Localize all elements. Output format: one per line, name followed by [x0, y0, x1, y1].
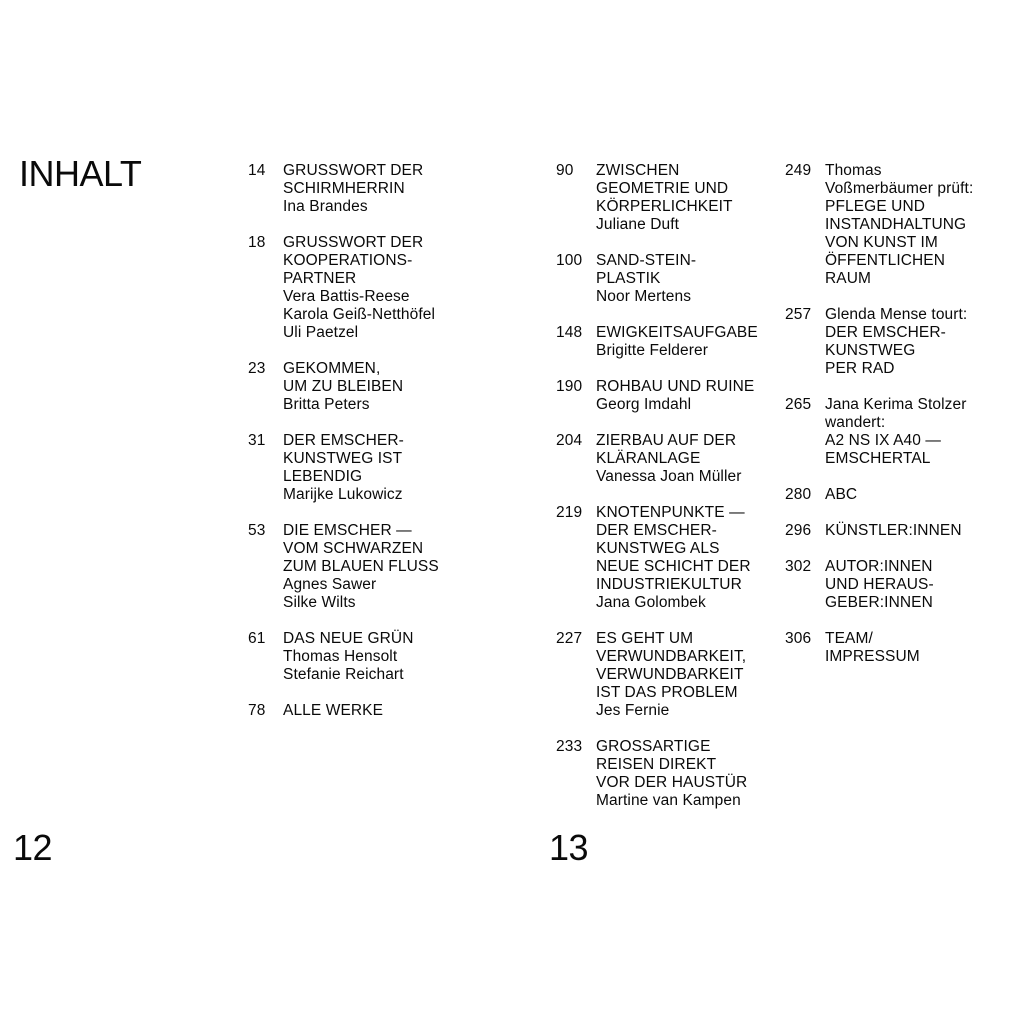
entry-line: VOR DER HAUSTÜR [596, 774, 748, 791]
toc-entry [785, 306, 973, 378]
entry-page-number: 296 [785, 522, 812, 539]
entry-line: Juliane Duft [596, 216, 680, 233]
entry-line: KNOTENPUNKTE — [596, 504, 745, 521]
entry-text [825, 162, 973, 288]
entry-line: Noor Mertens [596, 288, 692, 305]
entry-text [283, 360, 403, 414]
toc-column [248, 162, 439, 738]
page-number-right: 13 [549, 827, 589, 868]
entry-line: ÖFFENTLICHEN [825, 252, 946, 269]
entry-line: KOOPERATIONS- [283, 252, 413, 269]
entry-page-number: 257 [785, 306, 812, 323]
entry-line: DAS NEUE GRÜN [283, 630, 414, 647]
entry-page-number: 100 [556, 252, 583, 269]
entry-text [283, 234, 435, 342]
toc-entry [556, 432, 758, 486]
toc-entry [248, 162, 439, 216]
entry-line: Uli Paetzel [283, 324, 359, 341]
entry-text [825, 486, 857, 504]
entry-line: KÜNSTLER:INNEN [825, 522, 962, 539]
entry-line: ES GEHT UM [596, 630, 694, 647]
entry-line: GEOMETRIE UND [596, 180, 729, 197]
entry-line: VERWUNDBARKEIT [596, 666, 744, 683]
page-title: INHALT [19, 153, 142, 194]
entry-page-number: 306 [785, 630, 812, 647]
entry-line: Jana Golombek [596, 594, 706, 611]
entry-line: Glenda Mense tourt: [825, 306, 968, 323]
entry-line: INSTANDHALTUNG [825, 216, 967, 233]
entry-text [596, 630, 746, 720]
toc-entry [556, 252, 758, 306]
entry-line: KUNSTWEG ALS [596, 540, 720, 557]
page-number-left: 12 [13, 827, 53, 868]
entry-page-number: 31 [248, 432, 266, 449]
entry-line: VON KUNST IM [825, 234, 938, 251]
entry-line: ALLE WERKE [283, 702, 384, 719]
entry-page-number: 23 [248, 360, 266, 377]
entry-line: SAND-STEIN- [596, 252, 697, 269]
entry-page-number: 148 [556, 324, 583, 341]
entry-line: A2 NS IX A40 — [825, 432, 941, 449]
entry-page-number: 190 [556, 378, 583, 395]
entry-line: UND HERAUS- [825, 576, 934, 593]
entry-text [825, 396, 966, 468]
entry-line: PARTNER [283, 270, 357, 287]
entry-line: VOM SCHWARZEN [283, 540, 424, 557]
entry-text [596, 738, 747, 810]
entry-line: PER RAD [825, 360, 895, 377]
entry-page-number: 302 [785, 558, 812, 575]
toc-entry [785, 522, 973, 540]
toc-entry [785, 162, 973, 288]
entry-line: PLASTIK [596, 270, 661, 287]
entry-page-number: 14 [248, 162, 266, 179]
entry-text [596, 504, 751, 612]
entry-line: Karola Geiß-Netthöfel [283, 306, 435, 323]
entry-line: Thomas [825, 162, 882, 179]
toc-entry [248, 630, 439, 684]
entry-line: ZWISCHEN [596, 162, 680, 179]
entry-line: GEKOMMEN, [283, 360, 381, 377]
entry-line: Brigitte Felderer [596, 342, 708, 359]
entry-line: Jana Kerima Stolzer [825, 396, 967, 413]
entry-line: Silke Wilts [283, 594, 356, 611]
entry-line: Britta Peters [283, 396, 370, 413]
entry-text [596, 162, 733, 234]
entry-line: NEUE SCHICHT DER [596, 558, 751, 575]
entry-line: GROSSARTIGE [596, 738, 711, 755]
entry-page-number: 227 [556, 630, 583, 647]
entry-line: Georg Imdahl [596, 396, 692, 413]
entry-text [596, 324, 758, 360]
entry-line: Marijke Lukowicz [283, 486, 403, 503]
entry-line: Ina Brandes [283, 198, 368, 215]
entry-line: IMPRESSUM [825, 648, 920, 665]
entry-page-number: 18 [248, 234, 266, 251]
entry-line: KUNSTWEG [825, 342, 916, 359]
entry-line: GEBER:INNEN [825, 594, 933, 611]
entry-line: PFLEGE UND [825, 198, 926, 215]
toc-entry [248, 360, 439, 414]
entry-line: EMSCHERTAL [825, 450, 931, 467]
entry-line: AUTOR:INNEN [825, 558, 933, 575]
entry-line: GRUSSWORT DER [283, 162, 424, 179]
toc-entry [785, 630, 973, 666]
entry-page-number: 53 [248, 522, 266, 539]
toc-entry [785, 558, 973, 612]
entry-line: ROHBAU UND RUINE [596, 378, 755, 395]
entry-line: Vanessa Joan Müller [596, 468, 742, 485]
entry-line: Agnes Sawer [283, 576, 377, 593]
entry-line: VERWUNDBARKEIT, [596, 648, 747, 665]
entry-text [596, 378, 754, 414]
toc-entry [248, 432, 439, 504]
entry-text [596, 432, 742, 486]
entry-line: IST DAS PROBLEM [596, 684, 738, 701]
toc-entry [556, 630, 758, 720]
toc-column [556, 162, 758, 828]
entry-line: Stefanie Reichart [283, 666, 404, 683]
entry-line: ZIERBAU AUF DER [596, 432, 737, 449]
entry-line: Vera Battis-Reese [283, 288, 410, 305]
entry-page-number: 219 [556, 504, 583, 521]
entry-line: GRUSSWORT DER [283, 234, 424, 251]
entry-line: Voßmerbäumer prüft: [825, 180, 974, 197]
entry-line: Jes Fernie [596, 702, 670, 719]
entry-line: REISEN DIREKT [596, 756, 717, 773]
entry-line: wandert: [825, 414, 886, 431]
toc-entry [248, 234, 439, 342]
toc-entry [556, 162, 758, 234]
entry-line: Martine van Kampen [596, 792, 741, 809]
toc-entry [556, 378, 758, 414]
entry-line: DER EMSCHER- [596, 522, 717, 539]
entry-line: KLÄRANLAGE [596, 450, 701, 467]
toc-column [785, 162, 973, 684]
entry-line: KUNSTWEG IST [283, 450, 403, 467]
entry-line: SCHIRMHERRIN [283, 180, 405, 197]
entry-page-number: 280 [785, 486, 812, 503]
entry-text [283, 432, 404, 504]
toc-entry [556, 504, 758, 612]
entry-text [825, 306, 967, 378]
entry-page-number: 90 [556, 162, 574, 179]
entry-line: ZUM BLAUEN FLUSS [283, 558, 439, 575]
entry-text [825, 558, 934, 612]
toc-entry [248, 522, 439, 612]
entry-line: LEBENDIG [283, 468, 363, 485]
entry-line: UM ZU BLEIBEN [283, 378, 404, 395]
toc-entry [556, 324, 758, 360]
entry-page-number: 78 [248, 702, 266, 719]
toc-entry [785, 486, 973, 504]
entry-text [283, 522, 439, 612]
entry-text [283, 162, 423, 216]
entry-line: EWIGKEITSAUFGABE [596, 324, 758, 341]
toc-entry [785, 396, 973, 468]
entry-text [283, 702, 383, 720]
entry-line: DIE EMSCHER — [283, 522, 412, 539]
entry-line: Thomas Hensolt [283, 648, 398, 665]
entry-text [825, 630, 920, 666]
entry-line: ABC [825, 486, 858, 503]
entry-page-number: 233 [556, 738, 583, 755]
entry-text [825, 522, 962, 540]
entry-line: RAUM [825, 270, 872, 287]
entry-text [283, 630, 413, 684]
entry-page-number: 249 [785, 162, 812, 179]
entry-line: KÖRPERLICHKEIT [596, 198, 733, 215]
entry-text [596, 252, 696, 306]
entry-page-number: 204 [556, 432, 583, 449]
entry-page-number: 265 [785, 396, 812, 413]
entry-line: TEAM/ [825, 630, 873, 647]
entry-line: INDUSTRIEKULTUR [596, 576, 742, 593]
toc-entry [248, 702, 439, 720]
toc-entry [556, 738, 758, 810]
entry-line: DER EMSCHER- [825, 324, 946, 341]
entry-page-number: 61 [248, 630, 266, 647]
entry-line: DER EMSCHER- [283, 432, 404, 449]
